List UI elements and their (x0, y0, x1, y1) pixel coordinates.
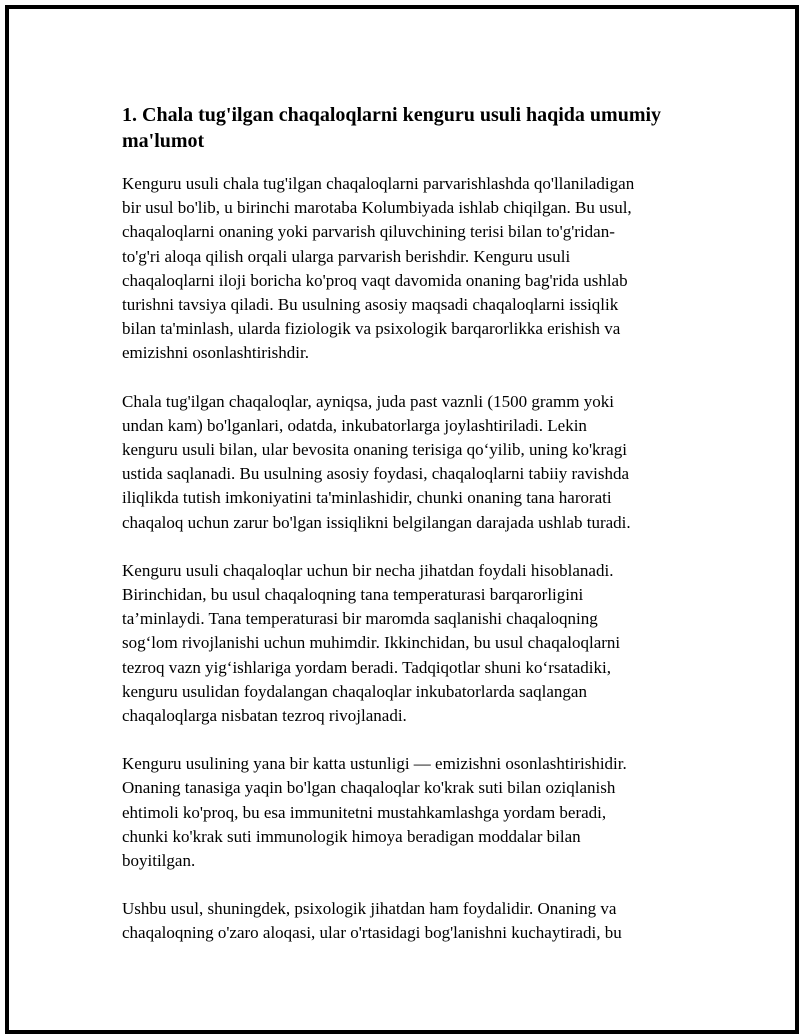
paragraph-line: Chala tug'ilgan chaqaloqlar, ayniqsa, juda past vaznli (1500 gramm yoki (122, 391, 614, 411)
paragraph-line: ehtimoli ko'proq, bu esa immunitetni mustahkamlashga yordam beradi, (122, 802, 607, 822)
paragraph-line: emizishni osonlashtirishdir. (122, 343, 309, 363)
paragraph-line: ta’minlaydi. Tana temperaturasi bir maromda saqlanishi chaqaloqning (122, 609, 598, 629)
paragraph-line: Kenguru usuli chala tug'ilgan chaqaloqlarni parvarishlashda qo'llaniladigan (122, 174, 635, 193)
paragraph-line: turishni tavsiya qiladi. Bu usulning asosiy maqsadi chaqaloqlarni issiqlik (122, 295, 619, 315)
page-frame (5, 5, 799, 1034)
paragraph-line: boyitilgan. (122, 851, 196, 871)
paragraph (122, 390, 702, 535)
heading-line: 1. Chala tug'ilgan chaqaloqlarni kenguru usuli haqida umumiy (122, 104, 662, 126)
paragraph-line: ustida saqlanadi. Bu usulning asosiy foydasi, chaqaloqlarni tabiiy ravishda (122, 464, 630, 484)
paragraph-line: chaqaloq uchun zarur bo'lgan issiqlikni belgilangan darajada ushlab turadi. (122, 512, 631, 532)
paragraph-line: chaqaloqlarga nisbatan tezroq rivojlanadi. (122, 706, 407, 726)
paragraph-line: bir usul bo'lib, u birinchi marotaba Kolumbiyada ishlab chiqilgan. Bu usul, (122, 198, 632, 218)
paragraph-line: Kenguru usuli chaqaloqlar uchun bir necha jihatdan foydali hisoblanadi. (122, 560, 614, 580)
paragraph-line: sog‘lom rivojlanishi uchun muhimdir. Ikkinchidan, bu usul chaqaloqlarni (122, 633, 621, 653)
paragraph-line: kenguru usuli bilan, ular bevosita onaning terisiga qo‘yilib, uning ko'kragi (122, 440, 627, 460)
paragraph-line: Onaning tanasiga yaqin bo'lgan chaqaloqlar ko'krak suti bilan oziqlanish (122, 778, 616, 798)
paragraph-line: to'g'ri aloqa qilish orqali ularga parvarish berishdir. Kenguru usuli (122, 246, 571, 266)
paragraph-line: bilan ta'minlash, ularda fiziologik va psixologik barqarorlikka erishish va (122, 319, 621, 339)
paragraph-line: kenguru usulidan foydalangan chaqaloqlar inkubatorlarda saqlangan (122, 681, 587, 701)
paragraph-line: chaqaloqlarni onaning yoki parvarish qiluvchining terisi bilan to'g'ridan- (122, 222, 615, 242)
paragraph-line: tezroq vazn yig‘ishlariga yordam beradi. Tadqiqotlar shuni ko‘rsatadiki, (122, 657, 611, 677)
paragraph (122, 559, 702, 728)
paragraph-line: chunki ko'krak suti immunologik himoya beradigan moddalar bilan (122, 826, 581, 846)
paragraph (122, 172, 702, 366)
document-body (122, 102, 702, 970)
paragraph-line: undan kam) bo'lganlari, odatda, inkubatorlarga joylashtiriladi. Lekin (122, 415, 587, 435)
paragraph (122, 752, 702, 873)
section-heading (122, 102, 702, 154)
paragraph-line: Ushbu usul, shuningdek, psixologik jihatdan ham foydalidir. Onaning va (122, 899, 617, 919)
heading-line: ma'lumot (122, 130, 205, 152)
paragraph-line: iliqlikda tutish imkoniyatini ta'minlashidir, chunki onaning tana harorati (122, 488, 612, 508)
paragraph-line: Kenguru usulining yana bir katta ustunligi — emizishni osonlashtirishidir. (122, 754, 627, 774)
paragraph-line: Birinchidan, bu usul chaqaloqning tana temperaturasi barqarorligini (122, 585, 584, 605)
paragraph (122, 897, 702, 945)
paragraph-line: chaqaloqning o'zaro aloqasi, ular o'rtasidagi bog'lanishni kuchaytiradi, bu (122, 923, 622, 943)
paragraph-line: chaqaloqlarni iloji boricha ko'proq vaqt davomida onaning bag'rida ushlab (122, 270, 628, 290)
